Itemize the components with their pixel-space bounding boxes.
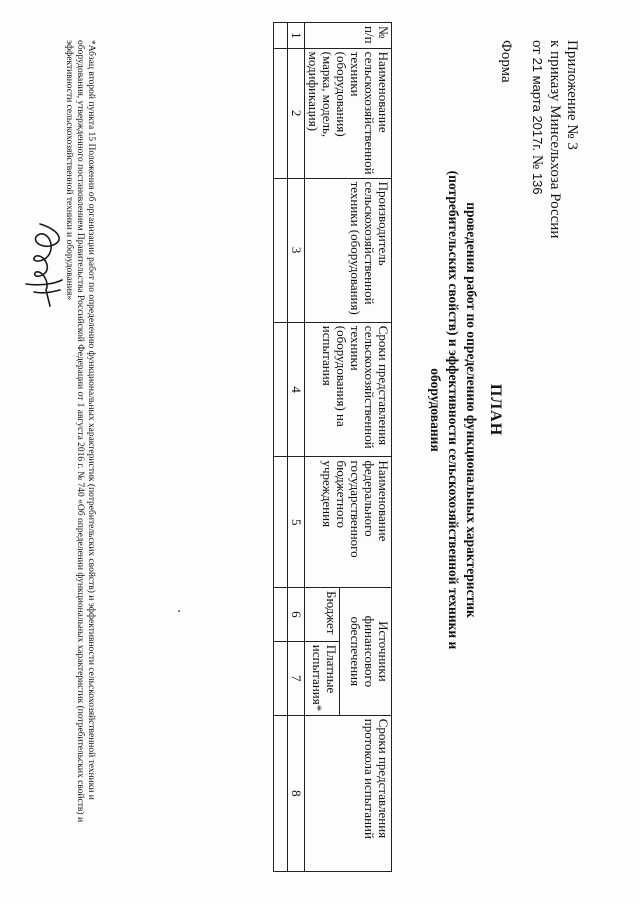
table-cell — [274, 23, 288, 49]
header-cell-funding: Источники финансового обеспечения — [340, 588, 392, 716]
header-row — [340, 23, 392, 872]
header-cell-manufacturer: Производитель сельскохозяйственной техники (оборудования) — [305, 178, 392, 322]
header-cell-institution: Наименование федерального государственного бюджетного учреждения — [305, 457, 392, 588]
table-cell — [274, 178, 288, 322]
title-line-3: (потребительских свойств) и эффективности сельскохозяйственной техники и оборудования — [428, 170, 461, 650]
header-cell-submission-dates: Сроки представления сельскохозяйственной техники (оборудования) на испытания — [305, 322, 392, 457]
column-number: 1 — [288, 23, 305, 49]
header-cell-name: Наименование сельскохозяйственной техники (оборудования) (марка, модель, модификация) — [305, 48, 392, 178]
appendix-header — [528, 40, 580, 340]
plan-table — [273, 22, 392, 872]
form-label: Форма — [498, 40, 514, 83]
column-number-row — [288, 23, 305, 872]
scan-speck — [178, 610, 180, 612]
date-value: 21 марта 2017г. — [530, 57, 545, 152]
table-cell — [274, 322, 288, 457]
number-value: 136 — [530, 172, 545, 195]
table-cell — [274, 457, 288, 588]
title-main: ПЛАН — [487, 383, 504, 437]
date-prefix: от — [529, 40, 545, 54]
table-cell — [274, 715, 288, 871]
table-cell — [274, 641, 288, 715]
table-cell — [274, 48, 288, 178]
column-number: 3 — [288, 178, 305, 322]
title-line-2: проведения работ по определению функциональных характеристик — [464, 202, 479, 618]
appendix-date — [528, 40, 546, 340]
column-number: 6 — [288, 588, 305, 642]
table-cell — [274, 588, 288, 642]
header-cell-budget: Бюджет — [305, 588, 341, 642]
appendix-number: Приложение № 3 — [564, 40, 580, 150]
header-cell-number: № п/п — [305, 23, 392, 49]
header-cell-paid: Платные испытания* — [305, 641, 341, 715]
header-cell-protocol-dates: Сроки представления протокола испытаний — [305, 715, 392, 871]
column-number: 4 — [288, 322, 305, 457]
column-number: 8 — [288, 715, 305, 871]
column-number: 2 — [288, 48, 305, 178]
table-row — [274, 23, 288, 872]
number-prefix: № — [529, 154, 545, 170]
column-number: 5 — [288, 457, 305, 588]
footnote: *Абзац второй пункта 15 Положения об организации работ по определению функциональных характеристик (потребительских свойств) и эффективности сельскохозяйственной техники и оборудования, утвержденного постановлением Правительства Российской Федерации от 1 августа 2016 г. № 740 «Об определении функциональных характеристик (потребительских свойств) и эффективности сельскохозяйственной техники и оборудования» — [64, 40, 96, 823]
column-number: 7 — [288, 641, 305, 715]
document-title — [426, 150, 504, 670]
appendix-order: к приказу Минсельхоза России — [547, 40, 563, 239]
